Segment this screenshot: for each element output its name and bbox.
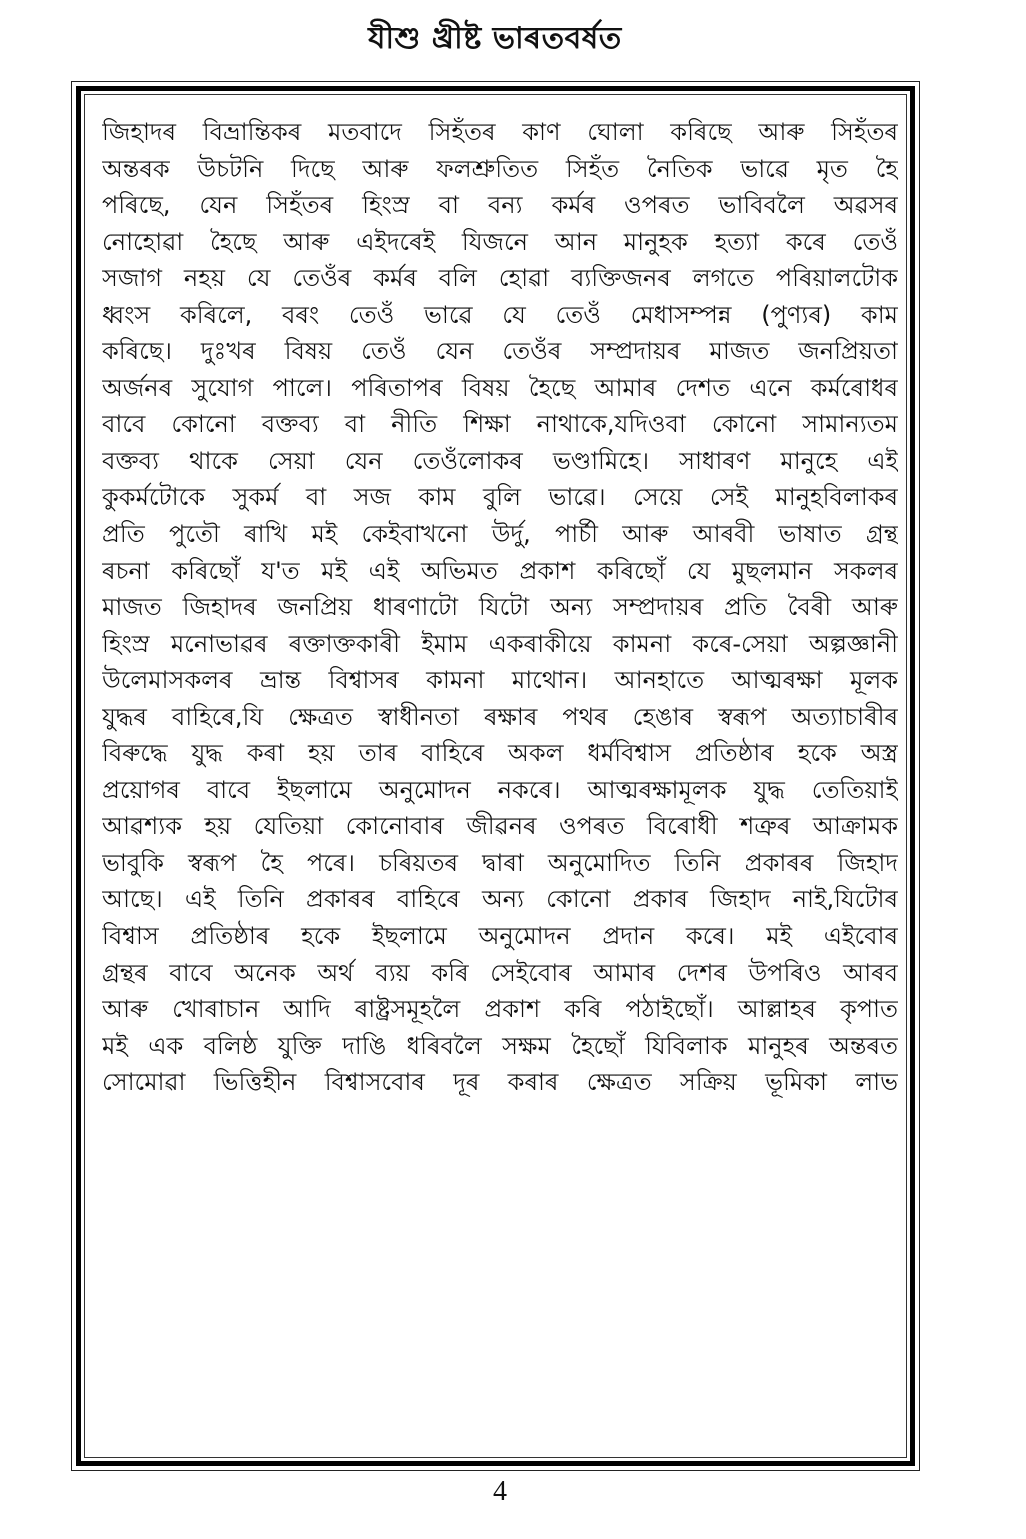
text-line: প্ৰতি পুতৌ ৰাখি মই কেইবাখনো উৰ্দু, পাৰ্চী আৰু আৰবী ভাষাত গ্ৰন্থ <box>102 520 898 549</box>
text-line: সজাগ নহয় যে তেওঁৰ কৰ্মৰ বলি হোৱা ব্যক্তিজনৰ লগতে পৰিয়ালটোক <box>102 264 898 293</box>
text-line: ৰচনা কৰিছোঁ য'ত মই এই অভিমত প্ৰকাশ কৰিছোঁ যে মুছলমান সকলৰ <box>102 556 898 585</box>
text-line: অৰ্জনৰ সুযোগ পালে। পৰিতাপৰ বিষয় হৈছে আমাৰ দেশত এনে কৰ্মৰোধৰ <box>102 373 898 402</box>
text-line: ধ্বংস কৰিলে, বৰং তেওঁ ভাৱে যে তেওঁ মেধাসম্পন্ন (পুণ্যৰ) কাম <box>102 300 898 329</box>
text-line: নোহোৱা হৈছে আৰু এইদৰেই যিজনে আন মানুহক হত্যা কৰে তেওঁ <box>102 227 898 256</box>
page-number: 4 <box>493 1476 507 1507</box>
text-line: কুকৰ্মটোকে সুকৰ্ম বা সজ কাম বুলি ভাৱে। সেয়ে সেই মানুহবিলাকৰ <box>102 483 898 512</box>
text-line: বিশ্বাস প্ৰতিষ্ঠাৰ হকে ইছলামে অনুমোদন প্ৰদান কৰে। মই এইবোৰ <box>102 922 898 951</box>
text-line: মই এক বলিষ্ঠ যুক্তি দাঙি ধৰিবলৈ সক্ষম হৈছোঁ যিবিলাক মানুহৰ অন্তৰত <box>102 1031 898 1060</box>
text-line: পৰিছে, যেন সিহঁতৰ হিংস্ৰ বা বন্য কৰ্মৰ ওপৰত ভাবিবলৈ অৱসৰ <box>102 191 898 220</box>
text-line: যুদ্ধৰ বাহিৰে,যি ক্ষেত্ৰত স্বাধীনতা ৰক্ষাৰ পথৰ হেঙাৰ স্বৰূপ অত্যাচাৰীৰ <box>102 702 898 731</box>
text-line: আছে। এই তিনি প্ৰকাৰৰ বাহিৰে অন্য কোনো প্ৰকাৰ জিহাদ নাই,যিটোৰ <box>102 885 898 914</box>
text-line: উলেমাসকলৰ ভ্ৰান্ত বিশ্বাসৰ কামনা মাথোন। আনহাতে আত্মৰক্ষা মূলক <box>102 666 898 695</box>
text-line: বিৰুদ্ধে যুদ্ধ কৰা হয় তাৰ বাহিৰে অকল ধৰ্মবিশ্বাস প্ৰতিষ্ঠাৰ হকে অস্ত্ৰ <box>102 739 898 768</box>
text-line: হিংস্ৰ মনোভাৱৰ ৰক্তাক্তকাৰী ইমাম একৰাকীয়ে কামনা কৰে-সেয়া অল্পজ্ঞানী <box>102 629 898 658</box>
text-line: সোমোৱা ভিত্তিহীন বিশ্বাসবোৰ দূৰ কৰাৰ ক্ষেত্ৰত সক্ৰিয় ভূমিকা লাভ <box>102 1068 898 1097</box>
running-header-title: যীশু খ্ৰীষ্ট ভাৰতবৰ্ষত <box>368 21 622 56</box>
text-line: ভাবুকি স্বৰূপ হৈ পৰে। চৰিয়তৰ দ্বাৰা অনুমোদিত তিনি প্ৰকাৰৰ জিহাদ <box>102 848 898 877</box>
text-line: বক্তব্য থাকে সেয়া যেন তেওঁলোকৰ ভণ্ডামিহে। সাধাৰণ মানুহে এই <box>102 446 898 475</box>
text-line: কৰিছে। দুঃখৰ বিষয় তেওঁ যেন তেওঁৰ সম্প্ৰদায়ৰ মাজত জনপ্ৰিয়তা <box>102 337 898 366</box>
text-line: গ্ৰন্থৰ বাবে অনেক অৰ্থ ব্যয় কৰি সেইবোৰ আমাৰ দেশৰ উপৰিও আৰব <box>102 958 898 987</box>
text-line: আৰু খোৰাচান আদি ৰাষ্ট্ৰসমূহলৈ প্ৰকাশ কৰি পঠাইছোঁ। আল্লাহৰ কৃপাত <box>102 995 898 1024</box>
text-line: বাবে কোনো বক্তব্য বা নীতি শিক্ষা নাথাকে,যদিওবা কোনো সামান্যতম <box>102 410 898 439</box>
body-text <box>102 114 898 1101</box>
text-line: অন্তৰক উচটনি দিছে আৰু ফলশ্ৰুতিত সিহঁত নৈতিক ভাৱে মৃত হৈ <box>102 154 898 183</box>
text-line: আৱশ্যক হয় যেতিয়া কোনোবাৰ জীৱনৰ ওপৰত বিৰোধী শত্ৰুৰ আক্ৰামক <box>102 812 898 841</box>
text-line: প্ৰয়োগৰ বাবে ইছলামে অনুমোদন নকৰে। আত্মৰক্ষামূলক যুদ্ধ তেতিয়াই <box>102 775 898 804</box>
text-line: জিহাদৰ বিভ্ৰান্তিকৰ মতবাদে সিহঁতৰ কাণ ঘোলা কৰিছে আৰু সিহঁতৰ <box>102 118 898 146</box>
text-line: মাজত জিহাদৰ জনপ্ৰিয় ধাৰণাটো যিটো অন্য সম্প্ৰদায়ৰ প্ৰতি বৈৰী আৰু <box>102 593 898 622</box>
